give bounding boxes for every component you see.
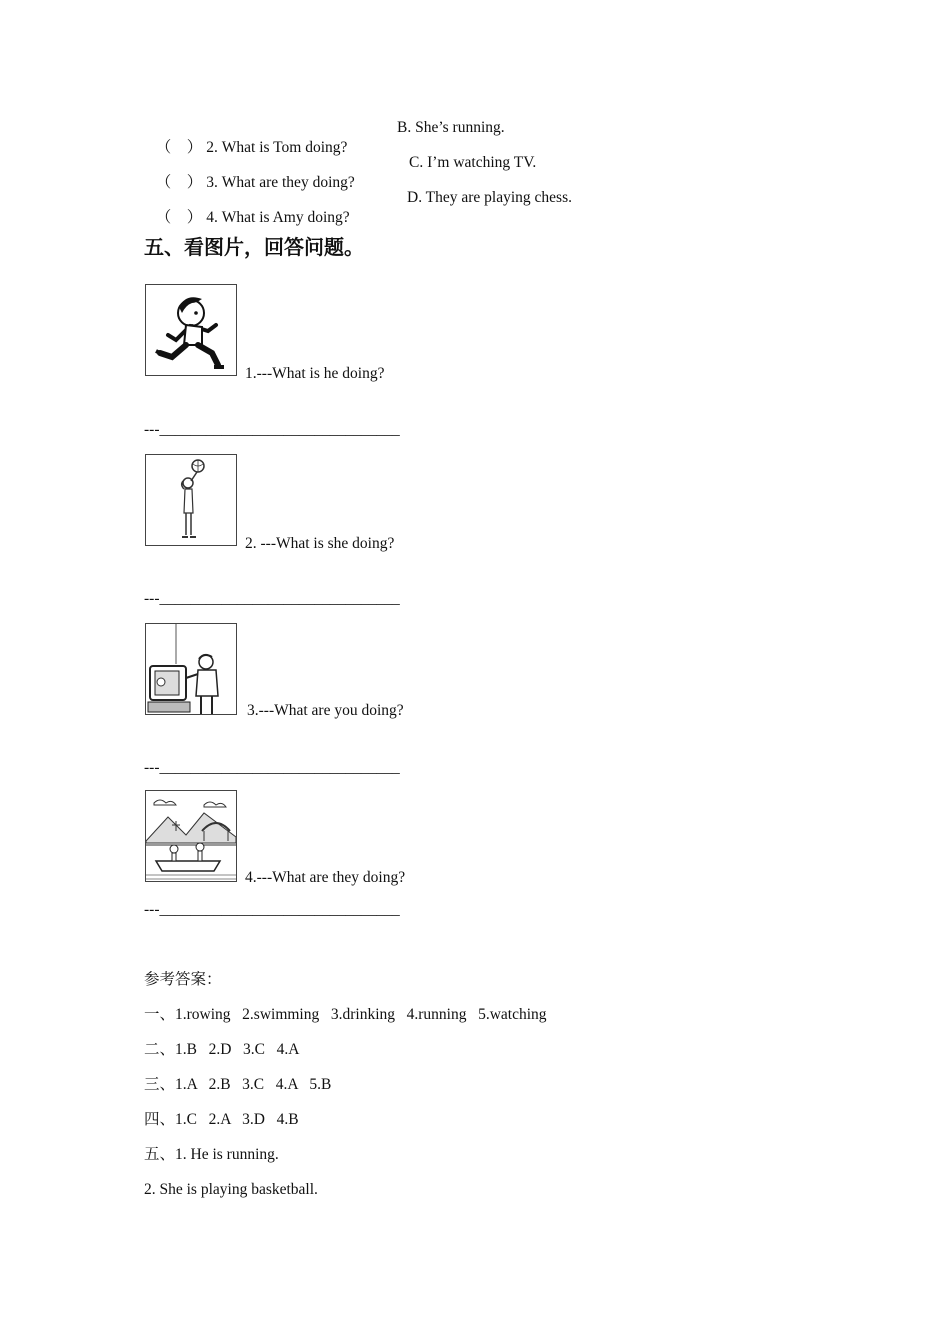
answers-title: 参考答案： bbox=[144, 971, 222, 988]
answer-section-5-line-2: 2. She is playing basketball. bbox=[144, 1181, 318, 1198]
answer-paren[interactable]: （ ） bbox=[155, 209, 203, 226]
answer-paren[interactable]: （ ） bbox=[155, 139, 203, 156]
matching-option-d: D. They are playing chess. bbox=[407, 189, 572, 206]
answer-line-4[interactable]: ---_______________________________ bbox=[144, 901, 400, 918]
rowing-boat-icon bbox=[145, 790, 237, 882]
matching-row-3 bbox=[148, 153, 355, 193]
matching-question: 3. What are they doing? bbox=[206, 174, 355, 191]
answer-section-2: 二、1.B 2.D 3.C 4.A bbox=[144, 1041, 300, 1058]
answer-paren[interactable]: （ ） bbox=[155, 174, 203, 191]
question-3: 3.---What are you doing? bbox=[247, 702, 404, 719]
question-4: 4.---What are they doing? bbox=[245, 869, 406, 886]
matching-row-2 bbox=[148, 118, 347, 158]
question-2: 2. ---What is she doing? bbox=[245, 535, 395, 552]
matching-question: 4. What is Amy doing? bbox=[206, 209, 350, 226]
basketball-girl-icon bbox=[145, 454, 237, 546]
section-five-title: 五、看图片，回答问题。 bbox=[144, 235, 364, 259]
running-boy-icon bbox=[145, 284, 237, 376]
answer-line-2[interactable]: ---_______________________________ bbox=[144, 590, 400, 607]
answer-section-5: 五、1. He is running. bbox=[144, 1146, 279, 1163]
matching-option-b: B. She’s running. bbox=[397, 119, 505, 136]
matching-question: 2. What is Tom doing? bbox=[206, 139, 348, 156]
answer-section-3: 三、1.A 2.B 3.C 4.A 5.B bbox=[144, 1076, 332, 1093]
watching-tv-icon bbox=[145, 623, 237, 715]
matching-row-4 bbox=[148, 188, 350, 228]
matching-option-c: C. I’m watching TV. bbox=[409, 154, 537, 171]
answer-line-1[interactable]: ---_______________________________ bbox=[144, 421, 400, 438]
answer-section-1: 一、1.rowing 2.swimming 3.drinking 4.running 5.watching bbox=[144, 1006, 547, 1023]
question-1: 1.---What is he doing? bbox=[245, 365, 385, 382]
answer-section-4: 四、1.C 2.A 3.D 4.B bbox=[144, 1111, 299, 1128]
answer-line-3[interactable]: ---_______________________________ bbox=[144, 759, 400, 776]
